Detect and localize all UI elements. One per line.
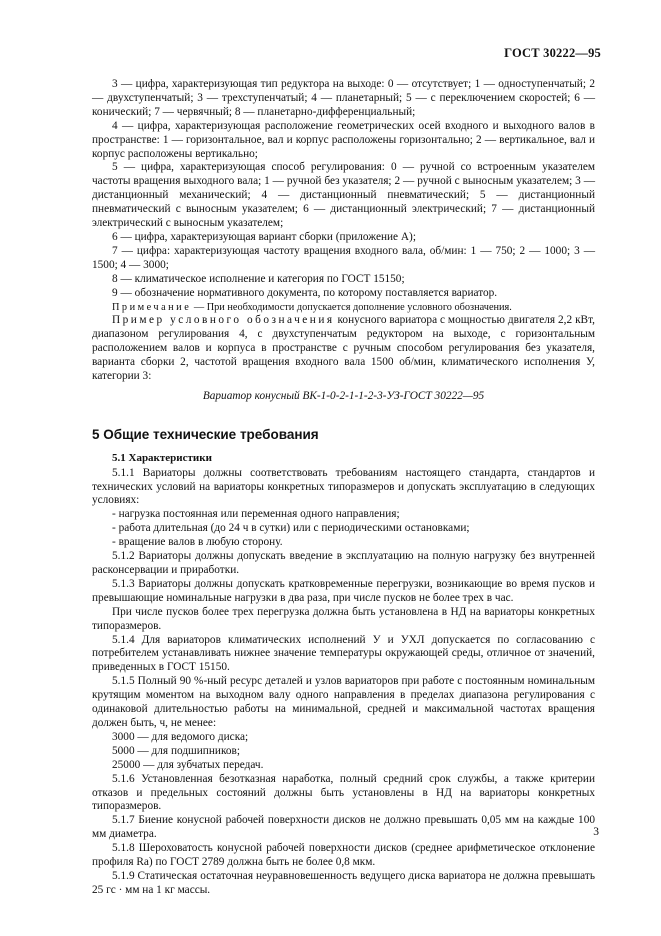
- page-number: 3: [593, 826, 599, 838]
- section-title: 5 Общие технические требования: [92, 426, 319, 442]
- example-formula: Вариатор конусный ВК-1-0-2-1-1-2-3-УЗ-ГОСТ 30222—95: [202, 389, 485, 402]
- intro-paragraph: 6 — цифра, характеризующая вариант сборки (приложение А);: [112, 230, 416, 243]
- clause-5-1-7: 5.1.7 Биение конусной рабочей поверхности дисков не должно превышать 0,05 мм на каждые 100 мм диаметра.: [92, 814, 595, 841]
- clause-5-1-6: 5.1.6 Установленная безотказная наработка, полный средний срок службы, а также критерии отказов и предельных состояний должны быть установлены в НД на вариаторы конкретных типоразмеров.: [92, 772, 595, 813]
- example: [92, 314, 595, 384]
- condition-item: - нагрузка постоянная или переменная одного направления;: [112, 508, 400, 521]
- intro-paragraph: 9 — обозначение нормативного документа, по которому поставляется вариатор.: [112, 286, 498, 299]
- note: [92, 301, 595, 315]
- clause-5-1-2: 5.1.2 Вариаторы должны допускать введение в эксплуатацию на полную нагрузку без внутренней расконсервации и приработки.: [92, 550, 595, 576]
- condition-item: - работа длительная (до 24 ч в сутки) или с периодическими остановками;: [112, 522, 470, 535]
- example-label: Пример условного обозначения: [112, 314, 335, 327]
- resource-item: 5000 — для подшипников;: [112, 744, 240, 757]
- clause-5-1-1: 5.1.1 Вариаторы должны соответствовать требованиям настоящего стандарта, стандартов и технических условий на вариаторы конкретных типоразмеров и допускать эксплуатацию в следующих условиях:: [92, 466, 595, 507]
- page-content: [92, 78, 595, 898]
- clause-5-1-3: 5.1.3 Вариаторы должны допускать кратковременные перегрузки, возникающие во время пусков и превышающие номинальные нагрузки в два раза, при числе пусков не более трех в час.: [92, 577, 595, 604]
- clause-5-1-5: 5.1.5 Полный 90 %-ный ресурс деталей и узлов вариаторов при работе с постоянным номинальным крутящим моментом на выходном валу одного направления в пределах диапазона регулирования с одинаковой длительностью работы на минимальной, средней и максимальной частотах вращения должен быть, ч, не менее:: [92, 675, 595, 729]
- clause-5-1-9: 5.1.9 Статическая остаточная неуравновешенность ведущего диска вариатора не должна превышать 25 гс · мм на 1 кг массы.: [92, 869, 595, 896]
- clause-5-1-4: 5.1.4 Для вариаторов климатических исполнений У и УХЛ допускается по согласованию с потребителем устанавливать нижнее значение температуры окружающей среды, отличное от значений, приведенных в ГОСТ 15150.: [92, 633, 595, 674]
- note-text: — При необходимости допускается дополнение условного обозначения.: [193, 301, 512, 313]
- condition-item: - вращение валов в любую сторону.: [112, 536, 283, 549]
- intro-paragraph: 3 — цифра, характеризующая тип редуктора на выходе: 0 — отсутствует; 1 — одноступенчатый; 2 — двухступенчатый; 3 — трехступенчатый; 4 — планетарный; 5 — с переключением скоростей; 6 — конический; 7 — червячный; 8 — планетарно-дифференциальный;: [92, 78, 595, 118]
- resource-item: 3000 — для ведомого диска;: [112, 730, 249, 743]
- intro-paragraph: 5 — цифра, характеризующая способ регулирования: 0 — ручной со встроенным указателем частоты вращения выходного вала; 1 — ручной без указателя; 2 — ручной с выносным указателем; 3 — дистанционный механический; 4 — дистанционный пневматический; 5 — дистанционный пневматический с выносным указателем; 6 — дистанционный электрический; 7 — дистанционный электрический с выносным указателем;: [92, 161, 595, 230]
- clause-5-1-3-continued: При числе пусков более трех перегрузка должна быть установлена в НД на вариаторы конкретных типоразмеров.: [92, 605, 595, 632]
- subsection-title: 5.1 Характеристики: [112, 451, 212, 464]
- example-text: конусного вариатора с мощностью двигателя 2,2 кВт, диапазоном регулирования 4, с двухступенчатым редуктором на выходе, с горизонтальным расположением валов и корпуса в пространстве с ручным способом регулирования без указателя, варианта сборки 2, частотой вращения входного вала 1500 об/мин, климатического исполнения У, категории 3:: [92, 314, 596, 383]
- resource-item: 25000 — для зубчатых передач.: [112, 758, 264, 771]
- document-header: ГОСТ 30222—95: [504, 46, 601, 60]
- intro-paragraph: 4 — цифра, характеризующая расположение геометрических осей входного и выходного валов в пространстве: 1 — горизонтальное, вал и корпус расположены горизонтально; 2 — вертикальное, вал и корпус расположены вертикально;: [92, 119, 595, 160]
- note-label: Примечание: [112, 301, 192, 313]
- intro-paragraph: 7 — цифра: характеризующая частоту вращения входного вала, об/мин: 1 — 750; 2 — 1000; 3 — 1500; 4 — 3000;: [92, 244, 595, 271]
- intro-paragraph: 8 — климатическое исполнение и категория по ГОСТ 15150;: [112, 272, 405, 285]
- clause-5-1-8: 5.1.8 Шероховатость конусной рабочей поверхности дисков (среднее арифметическое отклонение профиля Ra) по ГОСТ 2789 должна быть не более 0,8 мкм.: [92, 842, 595, 869]
